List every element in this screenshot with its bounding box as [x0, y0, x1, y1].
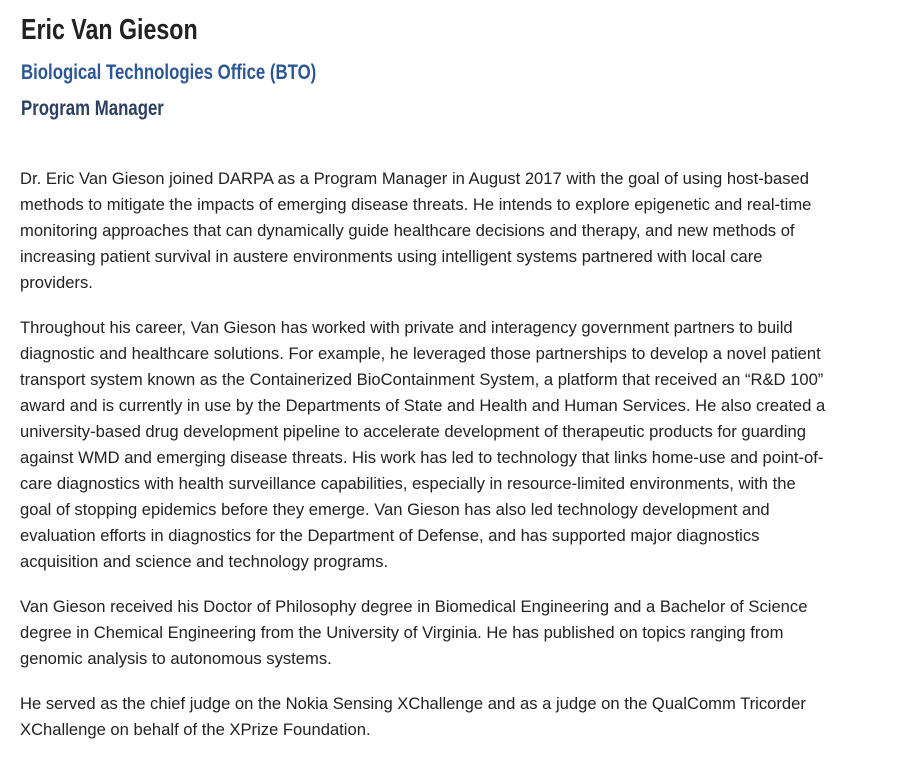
office-link-text[interactable]: Biological Technologies Office (BTO) [21, 61, 317, 84]
bio-line: increasing patient survival in austere environments using intelligent systems partnered with local care [20, 247, 763, 266]
bio-paragraph [20, 594, 900, 672]
bio-line: genomic analysis to autonomous systems. [20, 649, 332, 668]
bio-line: university-based drug development pipeline to accelerate development of therapeutic products for guarding [20, 422, 806, 441]
bio-paragraph [20, 166, 900, 296]
office-link[interactable] [21, 61, 390, 85]
bio-line: degree in Chemical Engineering from the University of Virginia. He has published on topics ranging from [20, 623, 784, 642]
bio-line: evaluation efforts in diagnostics for the Department of Defense, and has supported major diagnostics [20, 526, 760, 545]
bio-line: against WMD and emerging disease threats. His work has led to technology that links home-use and point-of- [20, 448, 824, 467]
bio-line: diagnostic and healthcare solutions. For example, he leveraged those partnerships to develop a novel patient [20, 344, 821, 363]
bio-line: Van Gieson received his Doctor of Philosophy degree in Biomedical Engineering and a Bachelor of Science [20, 597, 808, 616]
bio-line: XChallenge on behalf of the XPrize Foundation. [20, 720, 371, 739]
bio-line: award and is currently in use by the Departments of State and Health and Human Services. He also created a [20, 396, 826, 415]
bio-paragraph [20, 691, 900, 743]
bio-line: providers. [20, 273, 93, 292]
bio-line: monitoring approaches that can dynamically guide healthcare decisions and therapy, and new methods of [20, 221, 795, 240]
biography [20, 166, 900, 762]
bio-line: acquisition and science and technology programs. [20, 552, 389, 571]
bio-line: goal of stopping epidemics before they emerge. Van Gieson has also led technology development and [20, 500, 770, 519]
bio-line: methods to mitigate the impacts of emerging disease threats. He intends to explore epigenetic and real-time [20, 195, 812, 214]
bio-line: care diagnostics with health surveillance capabilities, especially in resource-limited environments, with the [20, 474, 796, 493]
profile-role-text: Program Manager [21, 97, 164, 120]
profile-name [21, 14, 242, 47]
bio-line: Dr. Eric Van Gieson joined DARPA as a Program Manager in August 2017 with the goal of using host-based [20, 169, 809, 188]
bio-line: He served as the chief judge on the Nokia Sensing XChallenge and as a judge on the QualComm Tricorder [20, 694, 806, 713]
profile-name-text: Eric Van Gieson [21, 14, 198, 46]
bio-paragraph [20, 315, 900, 575]
bio-line: Throughout his career, Van Gieson has worked with private and interagency government partners to build [20, 318, 793, 337]
bio-line: transport system known as the Containerized BioContainment System, a platform that received an “R&D 100” [20, 370, 824, 389]
profile-role [21, 97, 200, 121]
